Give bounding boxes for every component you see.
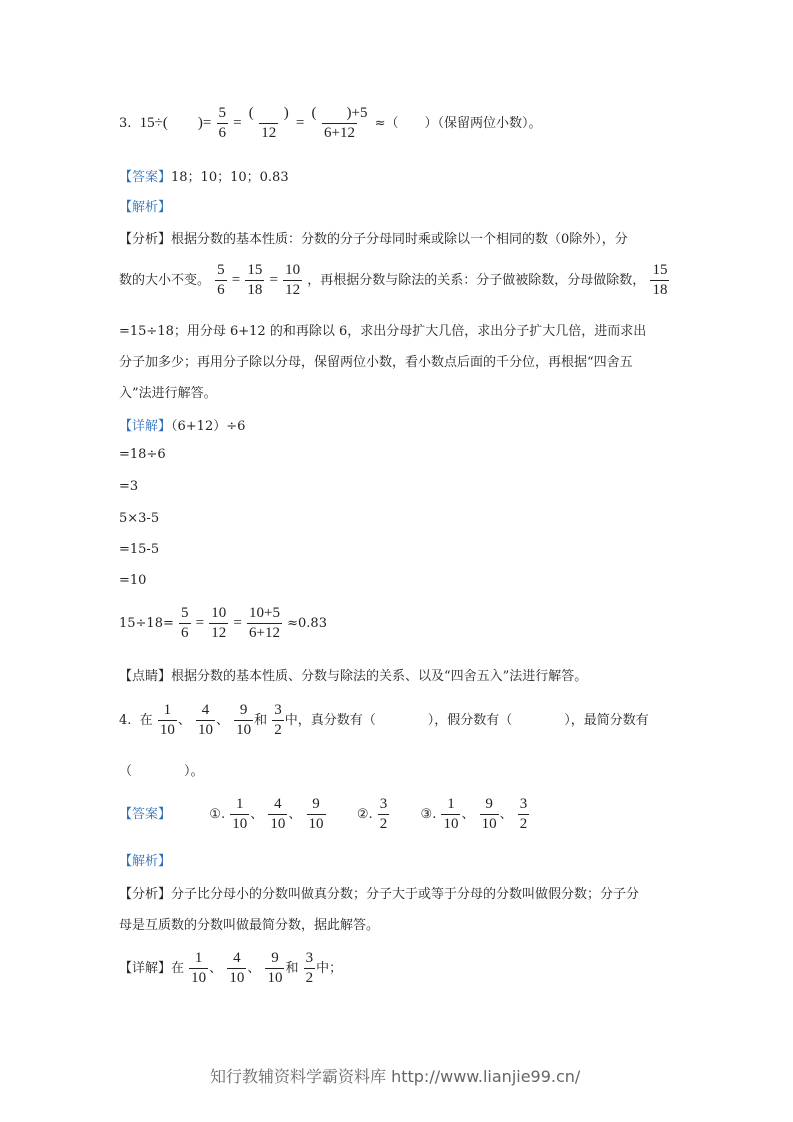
q3-detail-line2: =18÷6 bbox=[119, 447, 166, 462]
q4-number: 4. bbox=[119, 713, 132, 728]
q4-text: 在 bbox=[139, 713, 153, 728]
equation-text: 15÷18= bbox=[119, 616, 174, 631]
q3-answer bbox=[119, 166, 289, 185]
fraction: $\frac{3}{2}$ bbox=[519, 796, 528, 832]
detail-label: 【详解】 bbox=[119, 419, 172, 434]
equals-sign: = bbox=[295, 115, 305, 131]
fraction: $\frac{10+5}{6+12}$ bbox=[249, 605, 280, 641]
fenxi-text: 分子比分母小的分数叫做真分数；分子大于或等于分母的分数叫做假分数；分子分 bbox=[171, 887, 640, 902]
fraction: $\frac{3}{2}$ bbox=[379, 796, 388, 832]
fraction: $\frac{10}{12}$ bbox=[285, 262, 301, 298]
q4-detail bbox=[119, 951, 342, 986]
q3-fraction-3: $\frac{( )+5}{6+12}$ bbox=[311, 105, 368, 141]
q4-text: 中，真分数有（ ），假分数有（ ），最简分数有 bbox=[284, 713, 649, 728]
fraction: $\frac{4}{10}$ bbox=[197, 702, 213, 738]
fenxi-text: 根据分数的基本性质：分数的分子分母同时乘或除以一个相同的数（0除外），分 bbox=[171, 232, 628, 247]
fraction: $\frac{3}{2}$ bbox=[305, 950, 314, 986]
fraction: $\frac{15}{18}$ bbox=[247, 262, 263, 298]
q3-final-equation bbox=[119, 606, 327, 641]
q4-stem-line2: （ ）。 bbox=[119, 764, 204, 779]
fraction: $\frac{1}{10}$ bbox=[191, 950, 207, 986]
q3-fenxi-line5: 入”法进行解答。 bbox=[119, 386, 217, 401]
fraction: $\frac{4}{10}$ bbox=[270, 796, 286, 832]
equals-sign: = bbox=[269, 272, 279, 288]
q3-expr-a: 15÷( )= bbox=[139, 115, 212, 131]
analysis-label: 【解析】 bbox=[119, 854, 172, 869]
fenxi-text: 数的大小不变。 bbox=[119, 273, 211, 288]
q4-fenxi-line2: 母是互质数的分数叫做最简分数，据此解答。 bbox=[119, 918, 380, 933]
fraction: $\frac{1}{10}$ bbox=[232, 796, 248, 832]
answer-marker: ①. bbox=[209, 807, 226, 822]
q3-detail-line3: =3 bbox=[119, 479, 139, 494]
separator: 、 bbox=[209, 961, 223, 976]
q3-detail-line6: =10 bbox=[119, 573, 147, 588]
fraction: $\frac{9}{10}$ bbox=[308, 796, 324, 832]
separator: 、 bbox=[461, 807, 475, 822]
q4-text: 和 bbox=[254, 713, 268, 728]
q3-approx-tail: ≈（ ）（保留两位小数）。 bbox=[374, 116, 542, 131]
q3-detail-line5: =15-5 bbox=[119, 542, 160, 557]
q3-fraction-1: $\frac{5}{6}$ bbox=[218, 105, 226, 141]
equation-text: ≈0.83 bbox=[287, 616, 327, 631]
fraction: $\frac{15}{18}$ bbox=[652, 262, 668, 298]
equals-sign: = bbox=[231, 272, 241, 288]
answer-marker: ②. bbox=[356, 807, 373, 822]
separator: 、 bbox=[250, 807, 264, 822]
dianjing-text: 根据分数的基本性质、分数与除法的关系、以及“四舍五入”法进行解答。 bbox=[171, 669, 588, 684]
detail-text: （6+12）÷6 bbox=[171, 419, 246, 434]
q3-number: 3. bbox=[119, 116, 132, 131]
fraction: $\frac{1}{10}$ bbox=[443, 796, 459, 832]
separator: 、 bbox=[177, 713, 191, 728]
equals-sign: = bbox=[195, 615, 205, 631]
fraction: $\frac{3}{2}$ bbox=[274, 702, 282, 738]
separator: 、 bbox=[247, 961, 261, 976]
q3-fenxi-line1 bbox=[119, 228, 628, 247]
separator: 、 bbox=[288, 807, 302, 822]
q3-fenxi-line2 bbox=[119, 263, 670, 298]
fenxi-label: 【分析】 bbox=[119, 232, 172, 247]
q3-detail-line1 bbox=[119, 415, 245, 434]
answer-label: 【答案】 bbox=[119, 170, 172, 185]
q4-stem bbox=[119, 703, 649, 738]
fraction: $\frac{1}{10}$ bbox=[159, 702, 175, 738]
detail-text: 和 bbox=[285, 961, 299, 976]
fenxi-text: ，再根据分数与除法的关系：分子做被除数，分母做除数， bbox=[307, 273, 646, 288]
analysis-label: 【解析】 bbox=[119, 200, 172, 215]
detail-text: 中； bbox=[316, 961, 343, 976]
fraction: $\frac{4}{10}$ bbox=[229, 950, 245, 986]
fraction: $\frac{9}{10}$ bbox=[267, 950, 283, 986]
detail-text: 在 bbox=[171, 961, 185, 976]
separator: 、 bbox=[215, 713, 229, 728]
fraction: $\frac{9}{10}$ bbox=[236, 702, 252, 738]
q4-answer bbox=[119, 797, 530, 832]
fraction: $\frac{10}{12}$ bbox=[211, 605, 227, 641]
fraction: $\frac{9}{10}$ bbox=[481, 796, 497, 832]
separator: 、 bbox=[499, 807, 513, 822]
footer-watermark: 知行教辅资料学霸资料库 http://www.lianjie99.cn/ bbox=[210, 1067, 581, 1086]
answer-marker: ③. bbox=[420, 807, 437, 822]
q3-fenxi-line3: =15÷18；用分母 6+12 的和再除以 6，求出分母扩大几倍，求出分子扩大几倍，进而求出 bbox=[119, 324, 647, 339]
fraction: $\frac{5}{6}$ bbox=[217, 262, 225, 298]
fenxi-label: 【分析】 bbox=[119, 887, 172, 902]
q3-stem bbox=[119, 106, 542, 141]
dianjing-label: 【点睛】 bbox=[119, 669, 172, 684]
q3-dianjing bbox=[119, 665, 587, 684]
equals-sign: = bbox=[233, 615, 242, 631]
fraction: $\frac{5}{6}$ bbox=[181, 605, 189, 641]
answer-text: 18；10；10；0.83 bbox=[171, 170, 289, 185]
answer-label: 【答案】 bbox=[119, 807, 172, 822]
q4-fenxi-line1 bbox=[119, 883, 639, 902]
q3-detail-line4: 5×3-5 bbox=[119, 511, 160, 526]
equals-sign: = bbox=[233, 115, 242, 131]
detail-label: 【详解】 bbox=[119, 961, 172, 976]
q3-fraction-2: $\frac{( )}{12}$ bbox=[248, 105, 289, 141]
q3-fenxi-line4: 分子加多少；再用分子除以分母，保留两位小数，看小数点后面的千分位，再根据“四舍五 bbox=[119, 355, 633, 370]
